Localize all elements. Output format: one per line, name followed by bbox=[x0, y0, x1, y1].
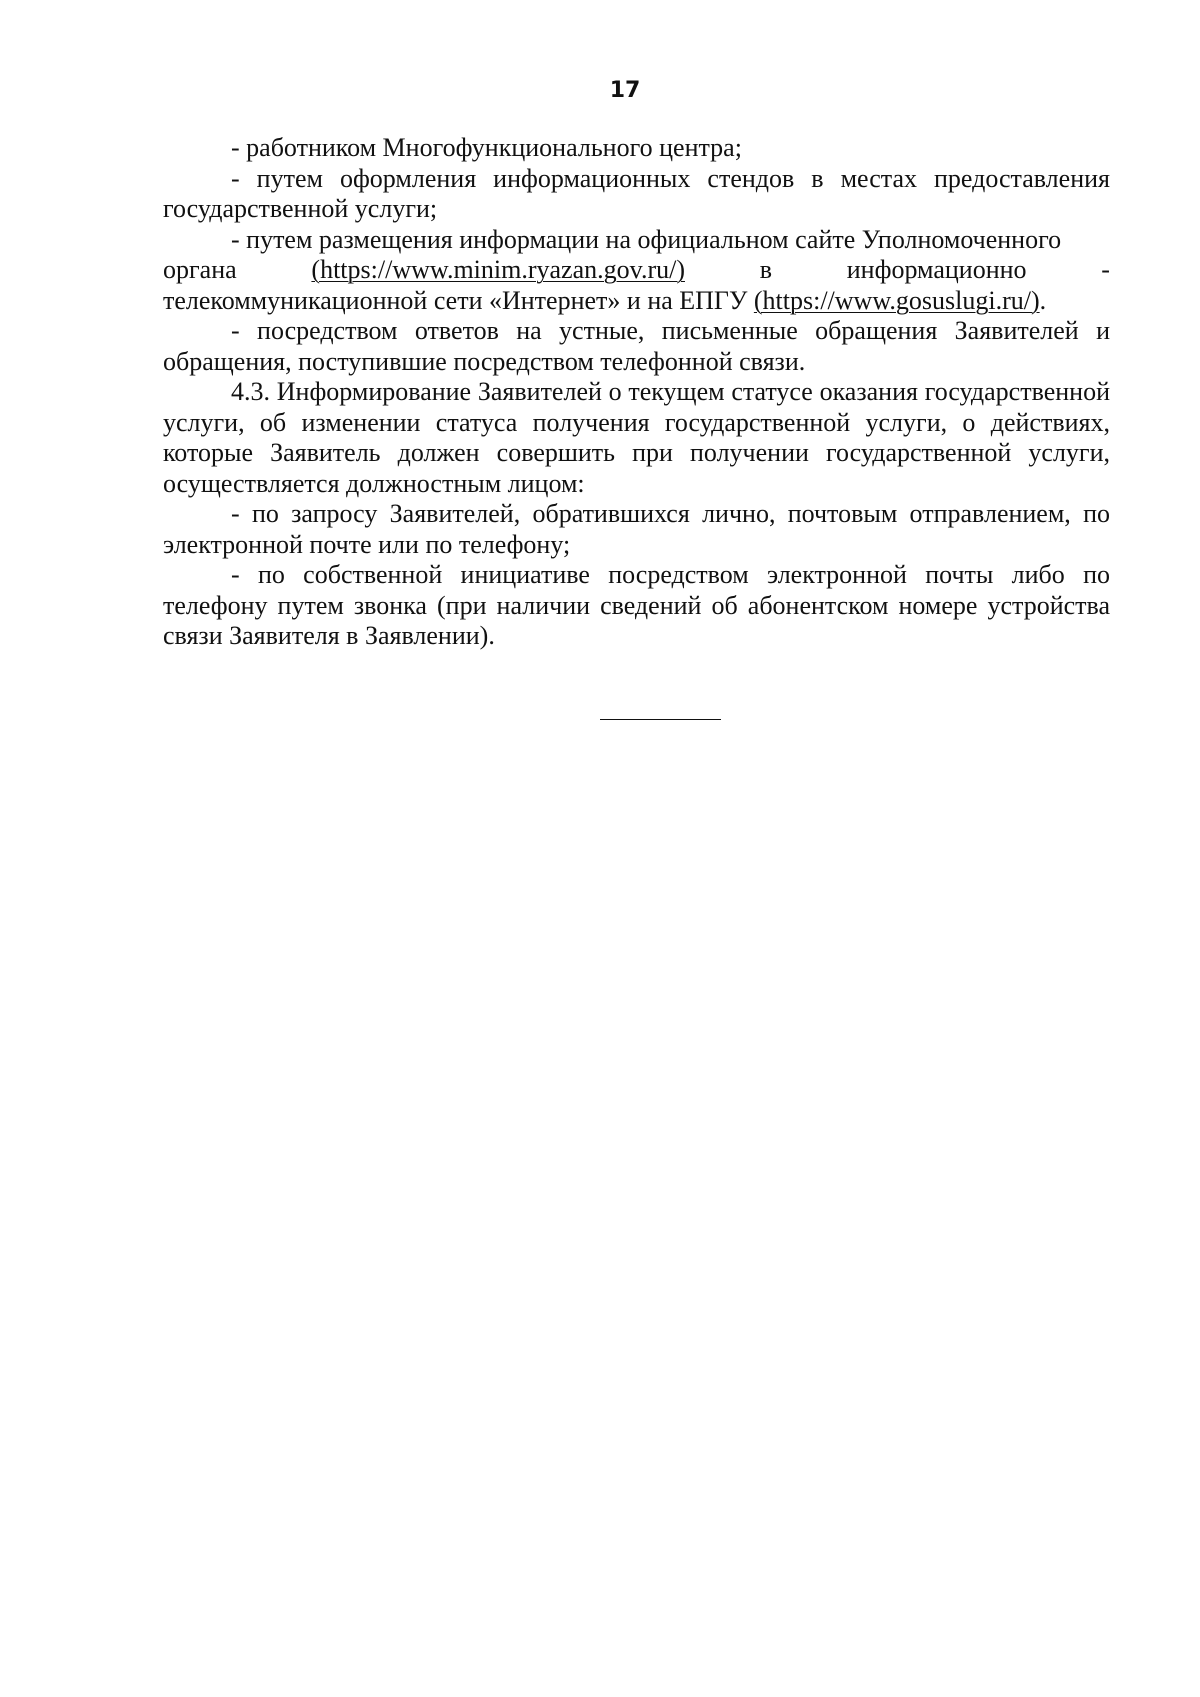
list-item-mfc-worker: - работником Многофункционального центра; bbox=[231, 133, 742, 162]
document-body bbox=[163, 133, 1110, 652]
hyphen-dash: - bbox=[1101, 255, 1110, 284]
list-item-by-request: - по запросу Заявителей, обратившихся лично, почтовым отправлением, по электронной почте или по телефону; bbox=[163, 499, 1110, 559]
list-item-own-initiative: - по собственной инициативе посредством электронной почты либо по телефону путем звонка (при наличии сведений об абонентском номере устройства связи Заявителя в Заявлении). bbox=[163, 560, 1110, 650]
period: . bbox=[1039, 285, 1047, 315]
gosuslugi-link[interactable]: (https://www.gosuslugi.ru/) bbox=[753, 285, 1040, 315]
page-number: 17 bbox=[609, 78, 641, 103]
official-site-line-2 bbox=[163, 255, 1110, 286]
word-informatsionno: информационно bbox=[846, 255, 1027, 284]
official-site-line-3 bbox=[163, 286, 1110, 317]
word-organa: органа bbox=[163, 255, 237, 284]
official-site-line-1: - путем размещения информации на официальном сайте Уполномоченного bbox=[231, 224, 1062, 254]
word-v: в bbox=[759, 255, 773, 284]
ministry-site-link[interactable]: (https://www.minim.ryazan.gov.ru/) bbox=[311, 255, 685, 284]
list-item-info-stands: - путем оформления информационных стендов в местах предоставления государственной услуги; bbox=[163, 163, 1110, 223]
list-item-official-site bbox=[163, 225, 1110, 317]
end-of-document-rule bbox=[600, 719, 721, 720]
telecom-network-text: телекоммуникационной сети «Интернет» и на ЕПГУ bbox=[163, 285, 754, 315]
list-item-oral-written-requests: - посредством ответов на устные, письменные обращения Заявителей и обращения, поступившие посредством телефонной связи. bbox=[163, 316, 1110, 376]
section-4-3-paragraph: 4.3. Информирование Заявителей о текущем статусе оказания государственной услуги, об изменении статуса получения государственной услуги, о действиях, которые Заявитель должен совершить при получении государственной услуги, осуществляется должностным лицом: bbox=[163, 377, 1110, 498]
